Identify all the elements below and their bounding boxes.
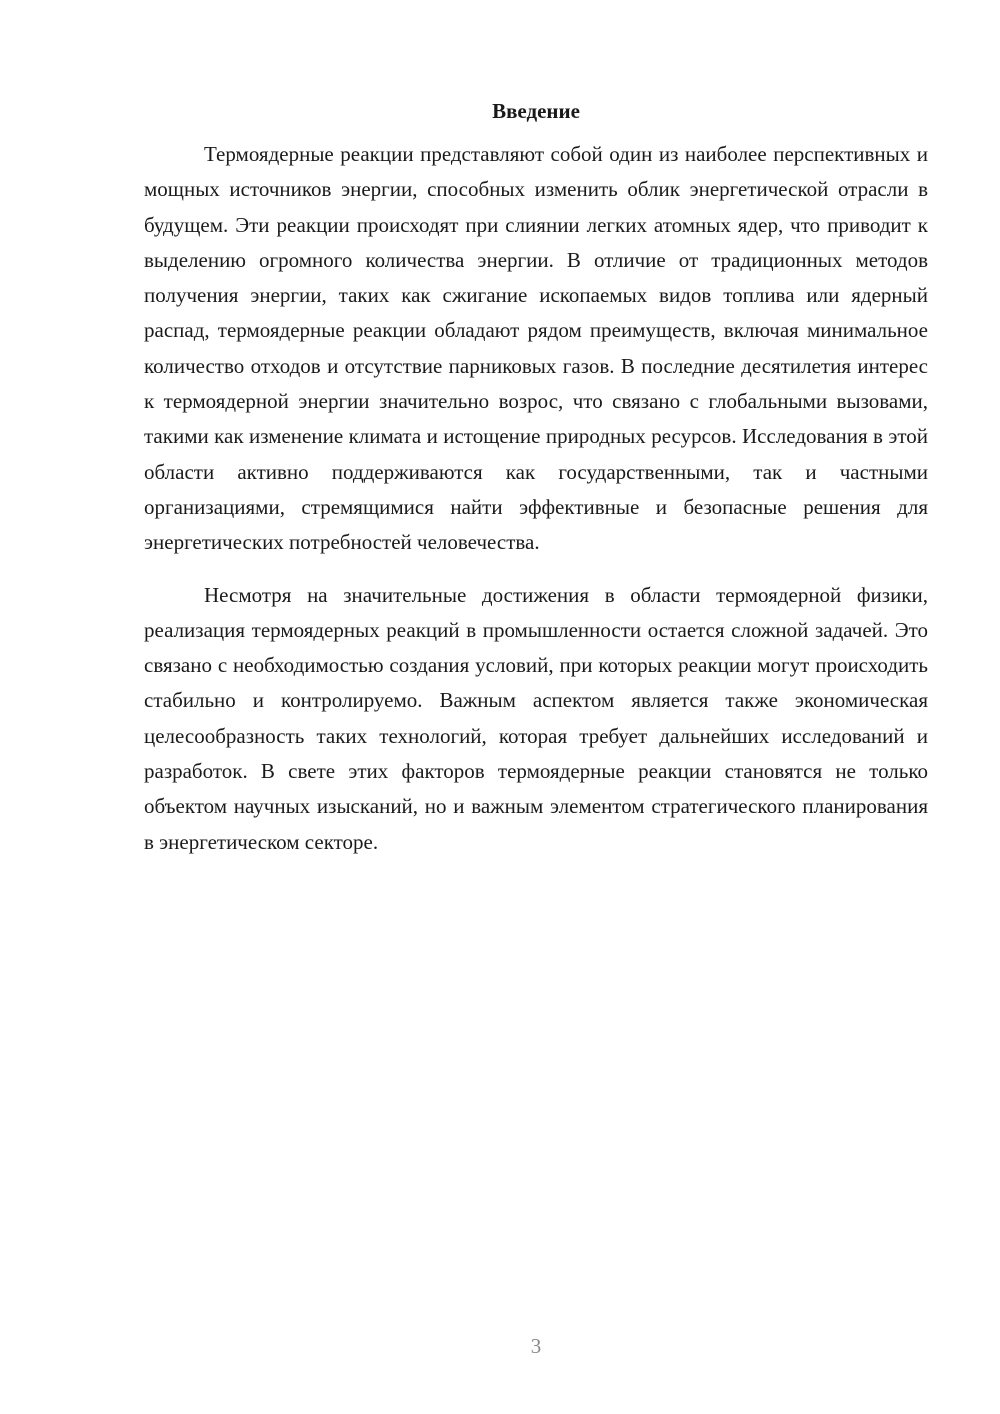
section-heading: Введение [492, 99, 580, 123]
page-content [144, 96, 928, 860]
paragraph-1: Термоядерные реакции представляют собой один из наиболее перспективных и мощных источников энергии, способных изменить облик энергетической отрасли в будущем. Эти реакции происходят при слиянии легких атомных ядер, что приводит к выделению огромного количества энергии. В отличие от традиционных методов получения энергии, таких как сжигание ископаемых видов топлива или ядерный распад, термоядерные реакции обладают рядом преимуществ, включая минимальное количество отходов и отсутствие парниковых газов. В последние десятилетия интерес к термоядерной энергии значительно возрос, что связано с глобальными вызовами, такими как изменение климата и истощение природных ресурсов. Исследования в этой области активно поддерживаются как государственными, так и частными организациями, стремящимися найти эффективные и безопасные решения для энергетических потребностей человечества. [144, 142, 928, 555]
page-number: 3 [530, 1334, 542, 1358]
paragraph-2: Несмотря на значительные достижения в области термоядерной физики, реализация термоядерных реакций в промышленности остается сложной задачей. Это связано с необходимостью создания условий, при которых реакции могут происходить стабильно и контролируемо. Важным аспектом является также экономическая целесообразность таких технологий, которая требует дальнейших исследований и разработок. В свете этих факторов термоядерные реакции становятся не только объектом научных изысканий, но и важным элементом стратегического планирования в энергетическом секторе. [144, 582, 928, 854]
